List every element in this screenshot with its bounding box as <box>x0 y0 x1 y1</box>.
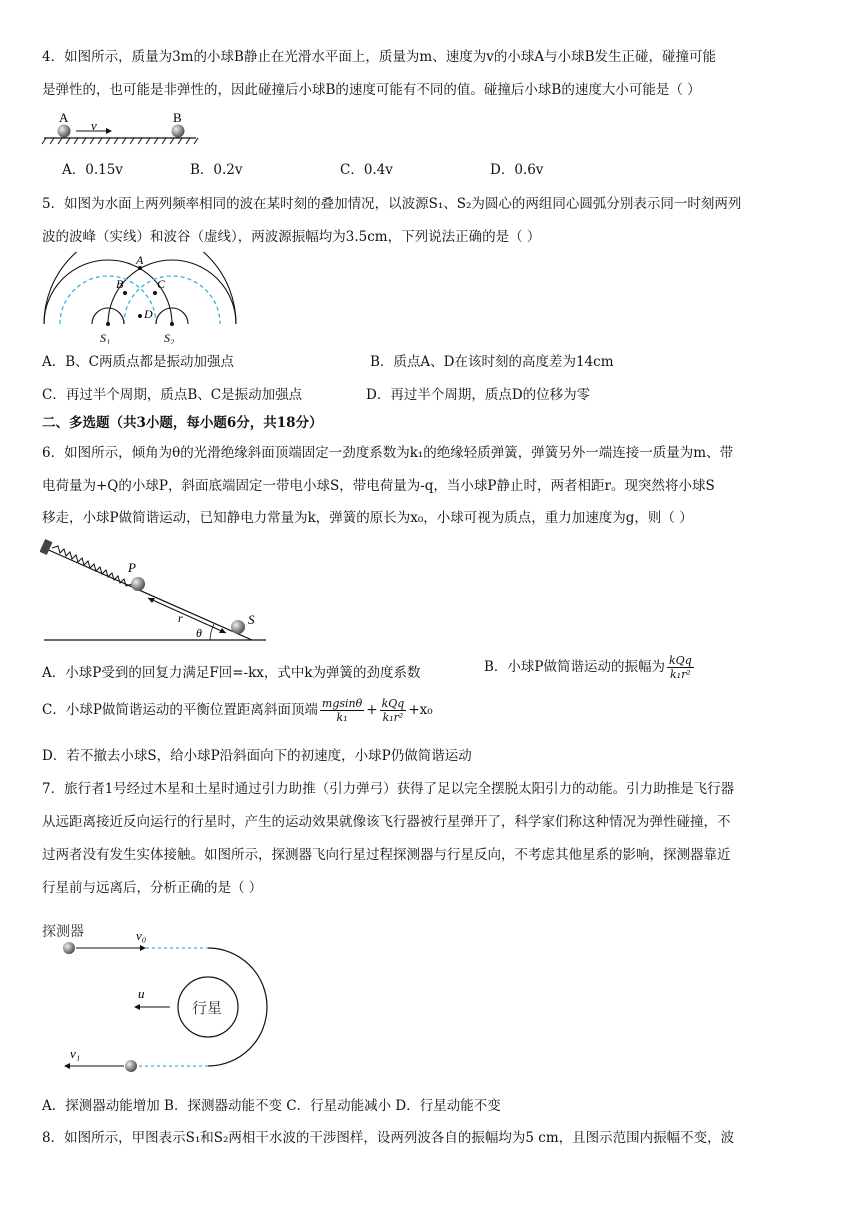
q6-stem-line1: 6．如图所示，倾角为θ的光滑绝缘斜面顶端固定一劲度系数为k₁的绝缘轻质弹簧，弹簧另外一端连接一质量为m、带 <box>42 445 734 461</box>
s2-crest-arc <box>108 260 236 324</box>
amplitude-fraction: kQq k₁r² <box>669 654 692 681</box>
point-c <box>153 291 157 295</box>
q5-interference-figure <box>40 252 240 344</box>
probe-start <box>63 942 75 954</box>
fraction-2: kQq k₁r² <box>381 697 405 724</box>
ball-b <box>172 125 185 138</box>
q5-option-c: C．再过半个周期，质点B、C是振动加强点 <box>42 387 303 403</box>
ball-p <box>131 577 145 591</box>
q7-stem-line2: 从远距离接近反向运行的行星时，产生的运动效果就像该飞行器被行星弹开了，科学家们称这种情况为弹性碰撞，不 <box>42 814 731 830</box>
q8-stem-line1: 8．如图所示，甲图表示S₁和S₂两相干水波的干涉图样，设两列波各自的振幅均为5 cm，且图示范围内振幅不变，波 <box>42 1130 735 1146</box>
label-s: S <box>248 612 255 627</box>
q4-option-c: C．0.4v <box>340 162 393 178</box>
label-s2: S₂ <box>164 331 175 344</box>
q6-option-a: A．小球P受到的回复力满足F回=-kx，式中k为弹簧的劲度系数 <box>42 665 421 681</box>
label-b: B <box>116 277 124 291</box>
q4-option-d: D．0.6v <box>490 162 544 178</box>
q6-stem-line3: 移走，小球P做简谐运动，已知静电力常量为k，弹簧的原长为x₀，小球可视为质点，重力加速度为g，则（ ） <box>42 510 693 526</box>
probe-label: 探测器 <box>42 925 84 940</box>
q4-option-b: B．0.2v <box>190 162 243 178</box>
u-label: u <box>138 986 145 1001</box>
label-s1: S₁ <box>100 331 111 344</box>
q6-option-b: B．小球P做简谐运动的振幅为 kQq k₁r² <box>484 654 692 681</box>
q6-option-c: C．小球P做简谐运动的平衡位置距离斜面顶端 $\frac{mgsin\theta}{\text{k₁}}$ + kQq k₁r² +x₀ <box>42 697 433 724</box>
q5-option-a: A．B、C两质点都是振动加强点 <box>42 354 234 370</box>
q7-stem-line3: 过两者没有发生实体接触。如图所示，探测器飞向行星过程探测器与行星反向，不考虑其他星系的影响，探测器靠近 <box>42 847 731 863</box>
planet-label: 行星 <box>192 1001 223 1017</box>
section-title: 二、多选题（共3小题，每小题6分，共18分） <box>42 415 323 431</box>
q4-collision-figure <box>40 108 200 152</box>
v1-label: v₁ <box>70 1046 81 1061</box>
fraction-1: $\frac{mgsin\theta}{\text{k₁}}$ <box>321 697 363 724</box>
q5-stem-line1: 5．如图为水面上两列频率相同的波在某时刻的叠加情况，以波源S₁、S₂为圆心的两组同心圆弧分别表示同一时刻两列 <box>42 196 742 212</box>
q5-option-b: B．质点A、D在该时刻的高度差为14cm <box>370 354 614 370</box>
label-theta: θ <box>196 626 202 640</box>
q4-stem-line1: 4．如图所示，质量为3m的小球B静止在光滑水平面上，质量为m、速度为v的小球A与小球B发生正碰，碰撞可能 <box>42 49 716 65</box>
spring <box>52 546 132 586</box>
distance-arrow <box>148 598 226 633</box>
label-r: r <box>178 611 183 625</box>
point-d <box>138 314 142 318</box>
ball-s <box>231 620 245 634</box>
q6-incline-figure <box>40 536 270 646</box>
label-c: C <box>157 277 166 291</box>
s1-crest-arc <box>44 260 172 324</box>
source-s2 <box>170 322 174 326</box>
ball-b-label: B <box>173 110 182 125</box>
ball-a-label: A <box>59 110 69 125</box>
q5-option-d: D．再过半个周期，质点D的位移为零 <box>366 387 591 403</box>
velocity-label: v <box>91 118 97 133</box>
q5-stem-line2: 波的波峰（实线）和波谷（虚线），两波源振幅均为3.5cm，下列说法正确的是（ ） <box>42 229 541 245</box>
label-d: D <box>144 307 153 321</box>
incline-surface <box>44 548 252 640</box>
q4-option-a: A．0.15v <box>62 162 123 178</box>
q4-stem-line2: 是弹性的，也可能是非弹性的，因此碰撞后小球B的速度可能有不同的值。碰撞后小球B的速度大小可能是（ ） <box>42 82 701 98</box>
q6-option-d: D．若不撤去小球S，给小球P沿斜面向下的初速度，小球P仍做简谐运动 <box>42 748 472 764</box>
probe-end <box>125 1060 137 1072</box>
label-p: P <box>128 560 136 575</box>
label-a: A <box>136 253 144 267</box>
top-wall <box>40 539 53 555</box>
ball-a <box>58 125 71 138</box>
q7-gravity-assist-figure <box>40 918 276 1076</box>
v0-label: v₀ <box>136 928 147 943</box>
q6-stem-line2: 电荷量为+Q的小球P，斜面底端固定一带电小球S，带电荷量为-q，当小球P静止时，两者相距r。现突然将小球S <box>42 478 715 494</box>
q7-stem-line4: 行星前与远离后，分析正确的是（ ） <box>42 880 263 896</box>
q7-stem-line1: 7．旅行者1号经过木星和土星时通过引力助推（引力弹弓）获得了足以完全摆脱太阳引力的动能。引力助推是飞行器 <box>42 781 735 797</box>
source-s1 <box>106 322 110 326</box>
q7-options: A．探测器动能增加 B．探测器动能不变 C．行星动能减小 D．行星动能不变 <box>42 1098 501 1114</box>
point-b <box>123 291 127 295</box>
